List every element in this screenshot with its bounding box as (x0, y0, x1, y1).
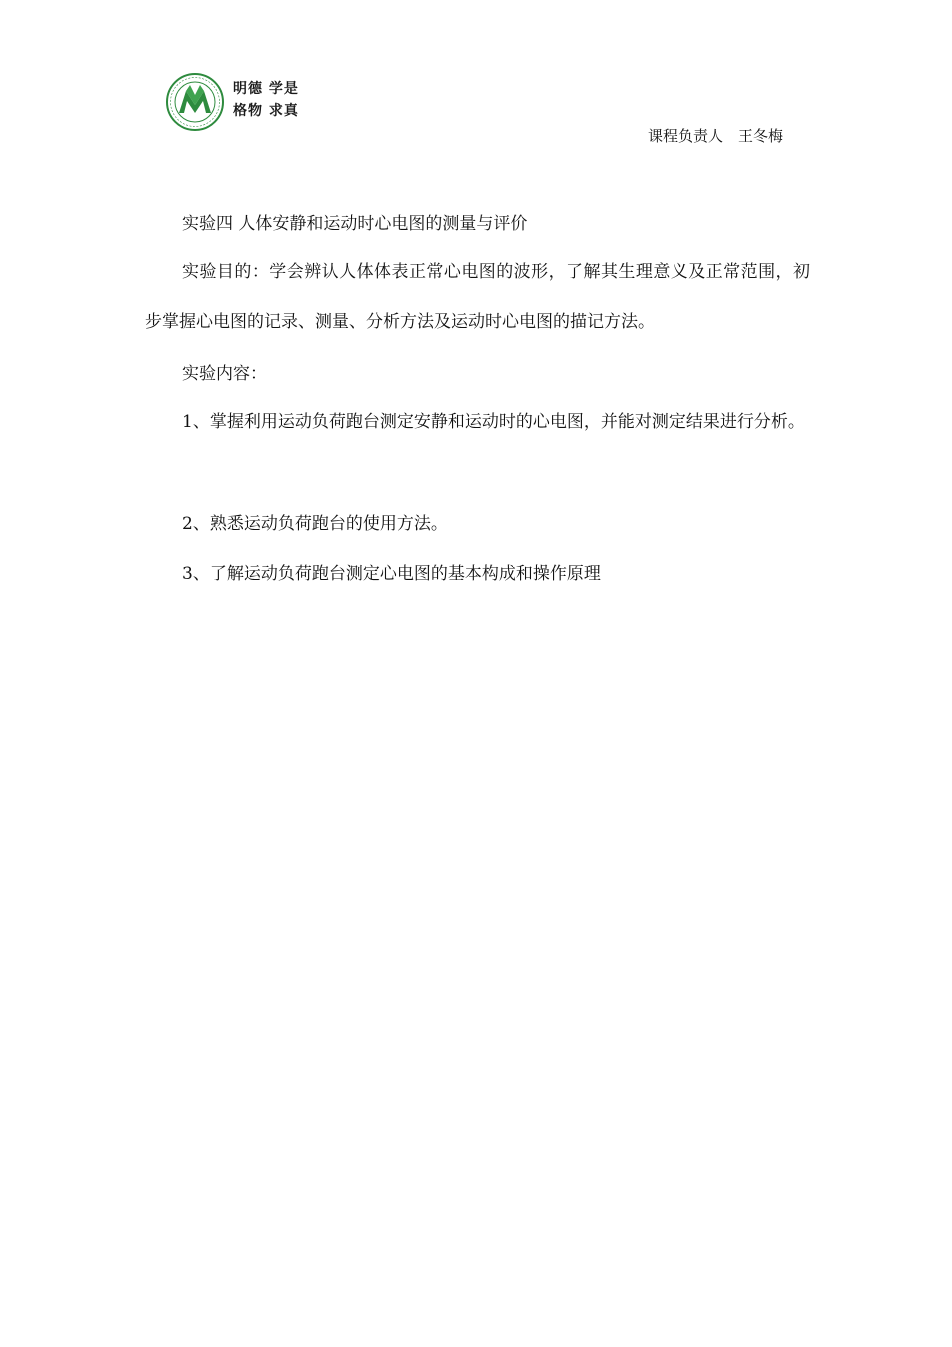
motto (233, 78, 299, 122)
content-heading: 实验内容： (182, 364, 267, 384)
document-title: 实验四 人体安静和运动时心电图的测量与评价 (182, 214, 528, 234)
content-item-1: 1、掌握利用运动负荷跑台测定安静和运动时的心电图，并能对测定结果进行分析。 (182, 412, 805, 432)
university-logo (166, 73, 224, 131)
motto-line-2: 格物 求真 (233, 103, 299, 119)
content-item-3: 3、了解运动负荷跑台测定心电图的基本构成和操作原理 (182, 564, 601, 584)
motto-line-1: 明德 学是 (233, 81, 299, 97)
content-item-2: 2、熟悉运动负荷跑台的使用方法。 (182, 514, 448, 534)
page-header (0, 0, 952, 160)
purpose-paragraph: 实验目的：学会辨认人体体表正常心电图的波形，了解其生理意义及正常范围，初步掌握心电图的记录、测量、分析方法及运动时心电图的描记方法。 (145, 262, 810, 332)
course-responsible: 课程负责人 王冬梅 (648, 127, 784, 145)
